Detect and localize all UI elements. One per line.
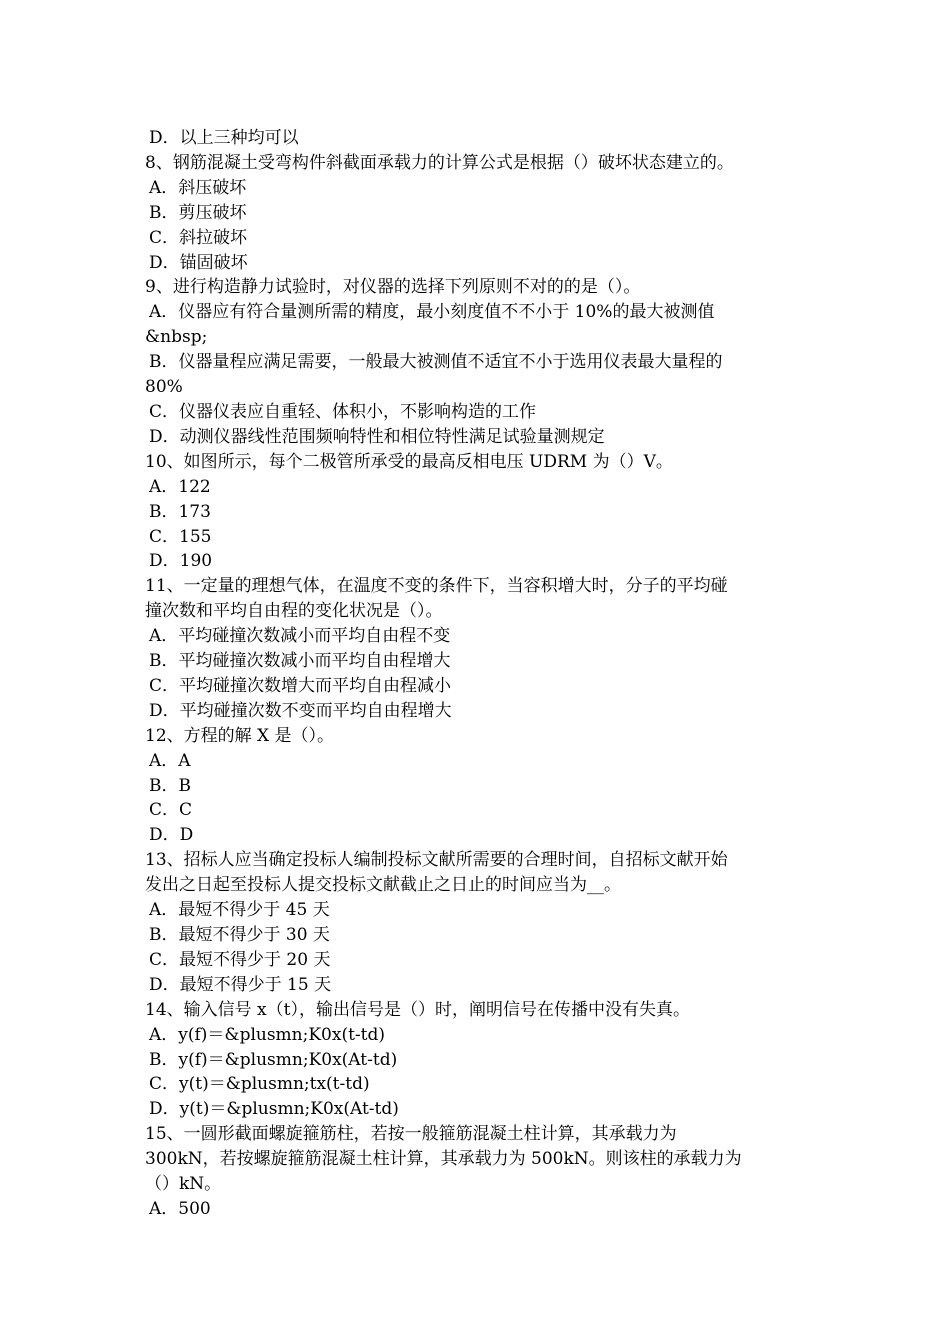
answer-option-line: A．平均碰撞次数减小而平均自由程不变 [149, 626, 451, 647]
answer-option-line: C．斜拉破坏 [149, 227, 248, 248]
answer-option-line: A．仪器应有符合量测所需的精度，最小刻度值不不小于 10%的最大被测值 [149, 302, 715, 323]
answer-option-line: D．以上三种均可以 [149, 128, 299, 148]
question-text-line: 发出之日起至投标人提交投标文献截止之日止的时间应当为__。 [145, 875, 621, 896]
answer-option-line: A．122 [149, 476, 211, 497]
question-text-line: 15、一圆形截面螺旋箍筋柱，若按一般箍筋混凝土柱计算，其承载力为 [145, 1124, 677, 1145]
answer-option-line: 80% [145, 377, 183, 398]
answer-option-line: C．y(t)＝&plusmn;tx(t-td) [149, 1074, 370, 1095]
answer-option-line: B．B [149, 775, 191, 796]
answer-option-line: B．平均碰撞次数减小而平均自由程增大 [149, 651, 451, 672]
answer-option-line: B．仪器量程应满足需要，一般最大被测值不适宜不小于选用仪表最大量程的 [149, 352, 723, 373]
answer-option-line: D．锚固破坏 [149, 252, 248, 273]
answer-option-line: A．最短不得少于 45 天 [149, 900, 330, 921]
question-text-line: 300kN，若按螺旋箍筋混凝土柱计算，其承载力为 500kN。则该柱的承载力为 [145, 1149, 742, 1170]
question-text-line: 撞次数和平均自由程的变化状况是（）。 [145, 601, 443, 622]
answer-option-line: C．最短不得少于 20 天 [149, 949, 331, 970]
answer-option-line: B．最短不得少于 30 天 [149, 925, 330, 945]
answer-option-line: C．C [149, 800, 193, 821]
question-text-line: 14、输入信号 x（t），输出信号是（）时，阐明信号在传播中没有失真。 [145, 999, 690, 1020]
question-text-line: 13、招标人应当确定投标人编制投标文献所需要的合理时间，自招标文献开始 [145, 850, 728, 871]
answer-option-line: D．190 [149, 551, 213, 572]
question-text-line: 11、一定量的理想气体，在温度不变的条件下，当容积增大时，分子的平均碰 [145, 576, 728, 597]
answer-option-line: B．剪压破坏 [149, 202, 247, 223]
answer-option-line: D．动测仪器线性范围频响特性和相位特性满足试验量测规定 [149, 426, 605, 447]
answer-option-line: A．斜压破坏 [149, 177, 247, 198]
question-text-line: 9、进行构造静力试验时，对仪器的选择下列原则不对的的是（）。 [145, 277, 641, 298]
answer-option-line: B．y(f)＝&plusmn;K0x(At-td) [149, 1049, 398, 1070]
answer-option-line: A．A [149, 750, 191, 771]
answer-option-line: C．平均碰撞次数增大而平均自由程减小 [149, 675, 452, 696]
answer-option-line: A．y(f)＝&plusmn;K0x(t-td) [149, 1024, 386, 1045]
answer-option-line: D．y(t)＝&plusmn;K0x(At-td) [149, 1099, 399, 1120]
answer-option-line: D．D [149, 825, 194, 846]
exam-question-list [145, 126, 808, 1222]
question-text-line: 8、钢筋混凝土受弯构件斜截面承载力的计算公式是根据（）破坏状态建立的。 [145, 152, 734, 173]
answer-option-line: D．最短不得少于 15 天 [149, 974, 332, 995]
question-text-line: （）kN。 [145, 1174, 222, 1195]
answer-option-line: C．仪器仪表应自重轻、体积小，不影响构造的工作 [149, 401, 537, 422]
answer-option-line: &nbsp; [145, 327, 208, 348]
answer-option-line: D．平均碰撞次数不变而平均自由程增大 [149, 700, 452, 721]
question-text-line: 12、方程的解 X 是（）。 [145, 725, 335, 746]
answer-option-line: C．155 [149, 526, 212, 547]
answer-option-line: B．173 [149, 501, 211, 522]
question-text-line: 10、如图所示，每个二极管所承受的最高反相电压 UDRM 为（）V。 [145, 451, 673, 472]
answer-option-line: A．500 [149, 1198, 211, 1219]
